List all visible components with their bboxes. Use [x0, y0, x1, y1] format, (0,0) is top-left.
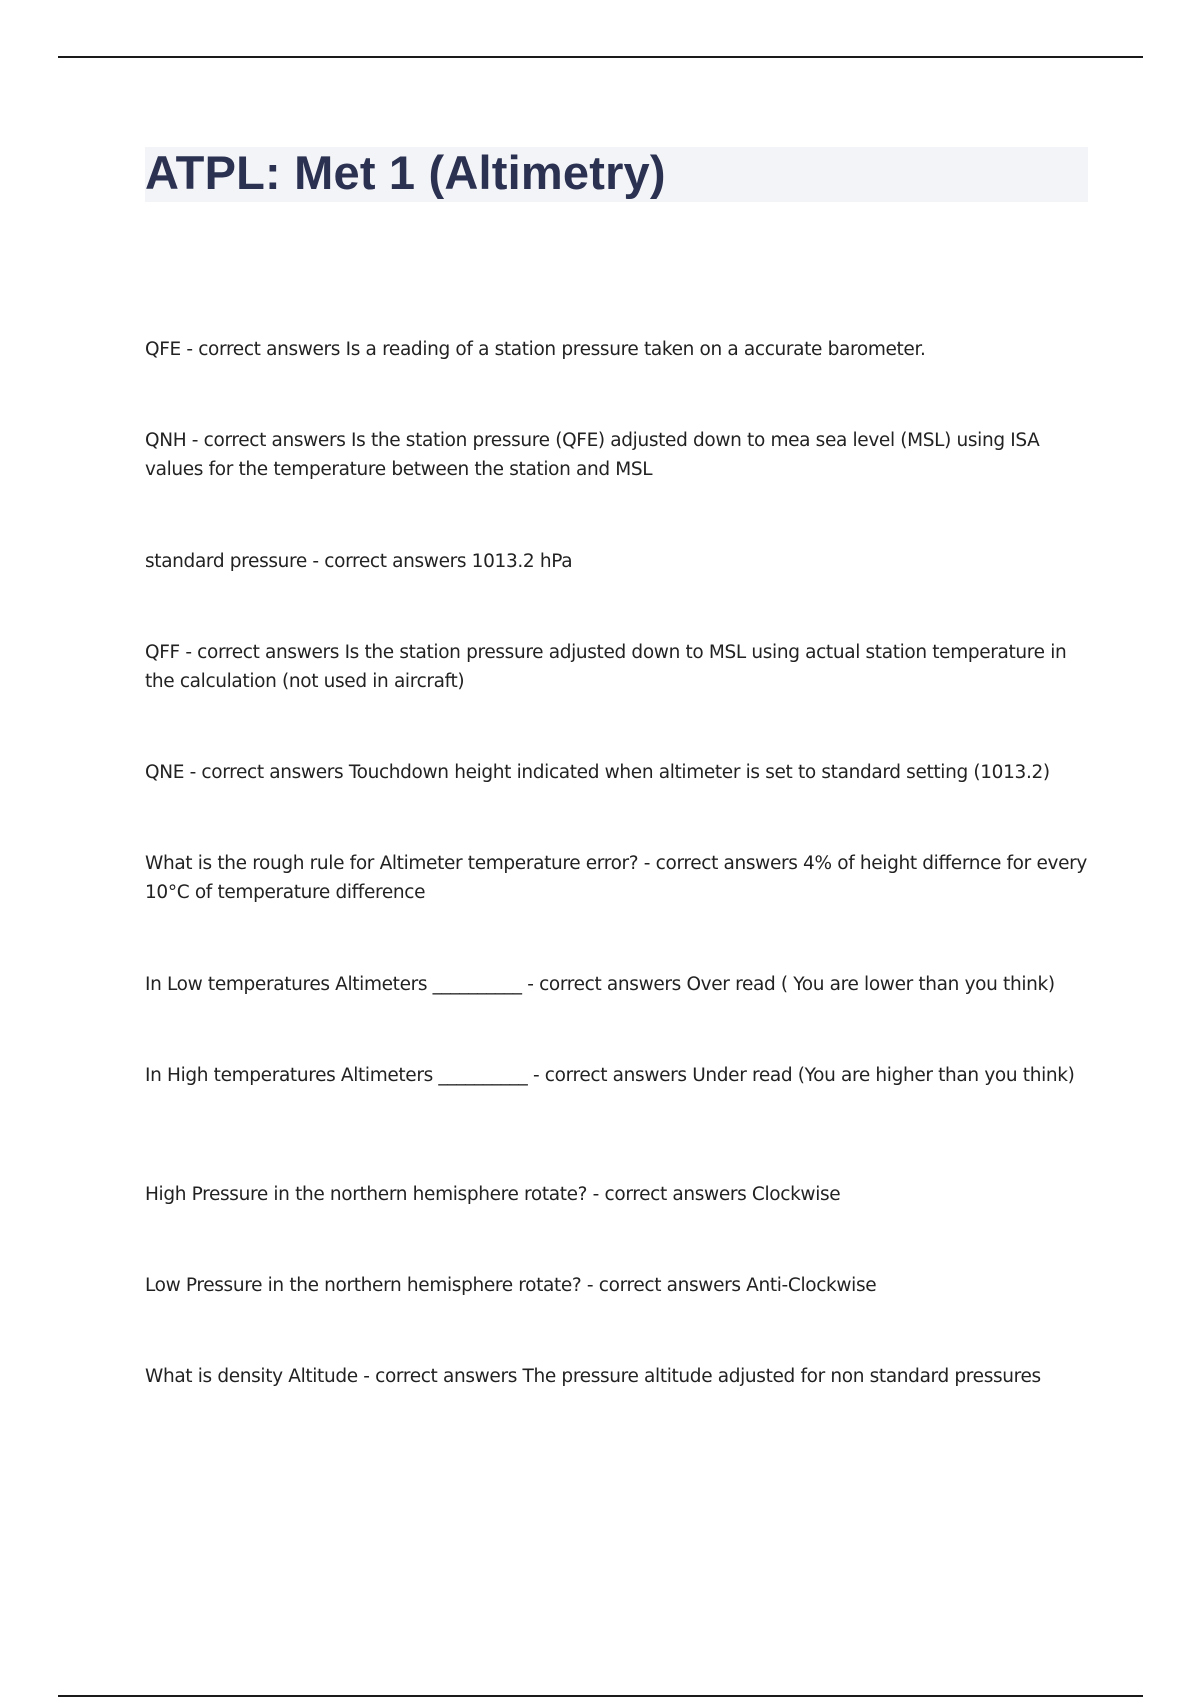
top-rule — [58, 56, 1143, 58]
qa-item-low-temperatures: In Low temperatures Altimeters __________ - correct answers Over read ( You are lower than you think) — [145, 974, 1055, 995]
qa-item-qfe: QFE - correct answers Is a reading of a station pressure taken on a accurate barometer. — [145, 339, 926, 360]
bottom-rule — [58, 1695, 1143, 1697]
qa-item-standard-pressure: standard pressure - correct answers 1013.2 hPa — [145, 551, 573, 572]
qa-item-qne: QNE - correct answers Touchdown height indicated when altimeter is set to standard setting (1013.2) — [145, 762, 1050, 783]
qa-item-high-pressure: High Pressure in the northern hemisphere rotate? - correct answers Clockwise — [145, 1184, 841, 1205]
qa-item-low-pressure: Low Pressure in the northern hemisphere rotate? - correct answers Anti-Clockwise — [145, 1275, 877, 1296]
qa-item-density-altitude: What is density Altitude - correct answers The pressure altitude adjusted for non standard pressures — [145, 1366, 1041, 1387]
document-title: ATPL: Met 1 (Altimetry) — [145, 146, 666, 199]
qa-item-high-temperatures: In High temperatures Altimeters __________ - correct answers Under read (You are higher than you think) — [145, 1065, 1075, 1086]
qa-item-temperature-error: What is the rough rule for Altimeter temperature error? - correct answers 4% of height differnce for every 10°C of temperature difference — [145, 853, 1087, 903]
qa-item-qff: QFF - correct answers Is the station pressure adjusted down to MSL using actual station temperature in the calculation (not used in aircraft) — [145, 642, 1067, 692]
qa-item-qnh: QNH - correct answers Is the station pressure (QFE) adjusted down to mea sea level (MSL) using ISA values for the temperature between the station and MSL — [145, 430, 1040, 480]
